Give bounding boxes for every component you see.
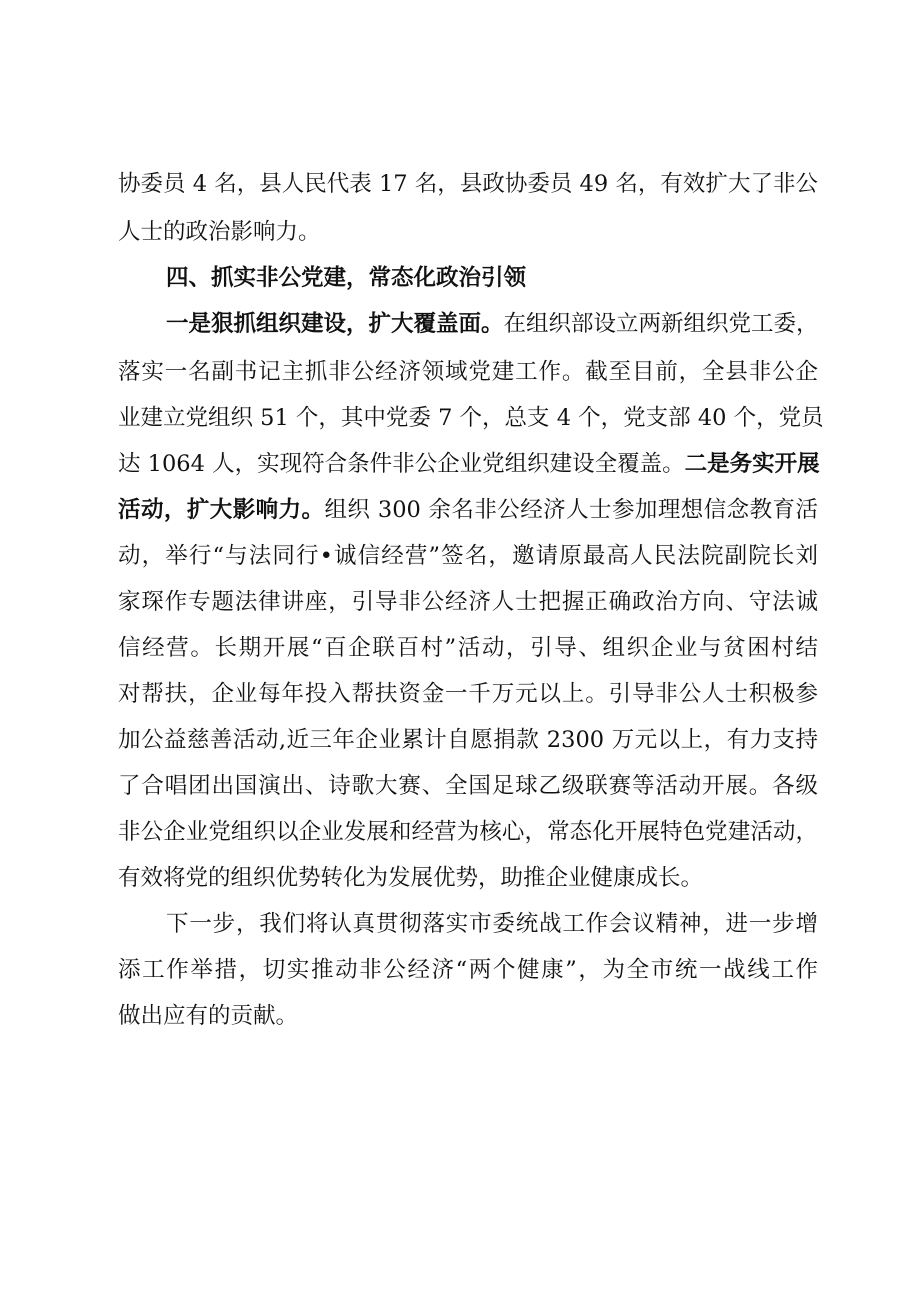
section-heading: 四、抓实非公党建，常态化政治引领 <box>166 265 527 291</box>
paragraph-line: 协委员 4 名，县人民代表 17 名，县政协委员 49 名，有效扩大了非公 <box>118 171 818 197</box>
paragraph-line: 有效将党的组织优势转化为发展优势，助推企业健康成长。 <box>118 865 704 891</box>
line-text: 在组织部设立两新组织党工委， <box>503 311 819 337</box>
paragraph-line: 了合唱团出国演出、诗歌大赛、全国足球乙级联赛等活动开展。各级 <box>118 773 818 799</box>
paragraph-line: 动，举行“与法同行•诚信经营”签名，邀请原最高人民法院副院长刘 <box>118 543 818 569</box>
paragraph-line <box>118 442 818 486</box>
paragraph-line: 业建立党组织 51 个，其中党委 7 个，总支 4 个，党支部 40 个，党员 <box>118 405 824 431</box>
paragraph-line: 添工作举措，切实推动非公经济“两个健康”，为全市统一战线工作 <box>118 957 818 983</box>
paragraph-line: 做出应有的贡献。 <box>118 1003 299 1029</box>
paragraph-line <box>166 302 818 346</box>
paragraph-line: 对帮扶，企业每年投入帮扶资金一千万元以上。引导非公人士积极参 <box>118 681 818 707</box>
paragraph-line: 加公益慈善活动,近三年企业累计自愿捐款 2300 万元以上，有力支持 <box>118 727 818 753</box>
lead-phrase: 一是狠抓组织建设，扩大覆盖面。 <box>166 311 504 337</box>
lead-phrase: 活动，扩大影响力。 <box>118 497 325 523</box>
paragraph-line <box>118 488 818 532</box>
line-text: 组织 300 余名非公经济人士参加理想信念教育活 <box>324 497 818 523</box>
paragraph-line: 下一步，我们将认真贯彻落实市委统战工作会议精神，进一步增 <box>166 911 818 937</box>
paragraph-line: 信经营。长期开展“百企联百村”活动，引导、组织企业与贫困村结 <box>118 635 818 661</box>
paragraph-line: 落实一名副书记主抓非公经济领域党建工作。截至目前，全县非公企 <box>118 359 818 385</box>
paragraph-line: 人士的政治影响力。 <box>118 219 321 245</box>
paragraph-line: 家琛作专题法律讲座，引导非公经济人士把握正确政治方向、守法诚 <box>118 589 818 615</box>
line-text: 达 1064 人，实现符合条件非公企业党组织建设全覆盖。 <box>118 451 685 477</box>
paragraph-line: 非公企业党组织以企业发展和经营为核心，常态化开展特色党建活动， <box>118 819 818 845</box>
lead-phrase: 二是务实开展 <box>684 451 820 477</box>
